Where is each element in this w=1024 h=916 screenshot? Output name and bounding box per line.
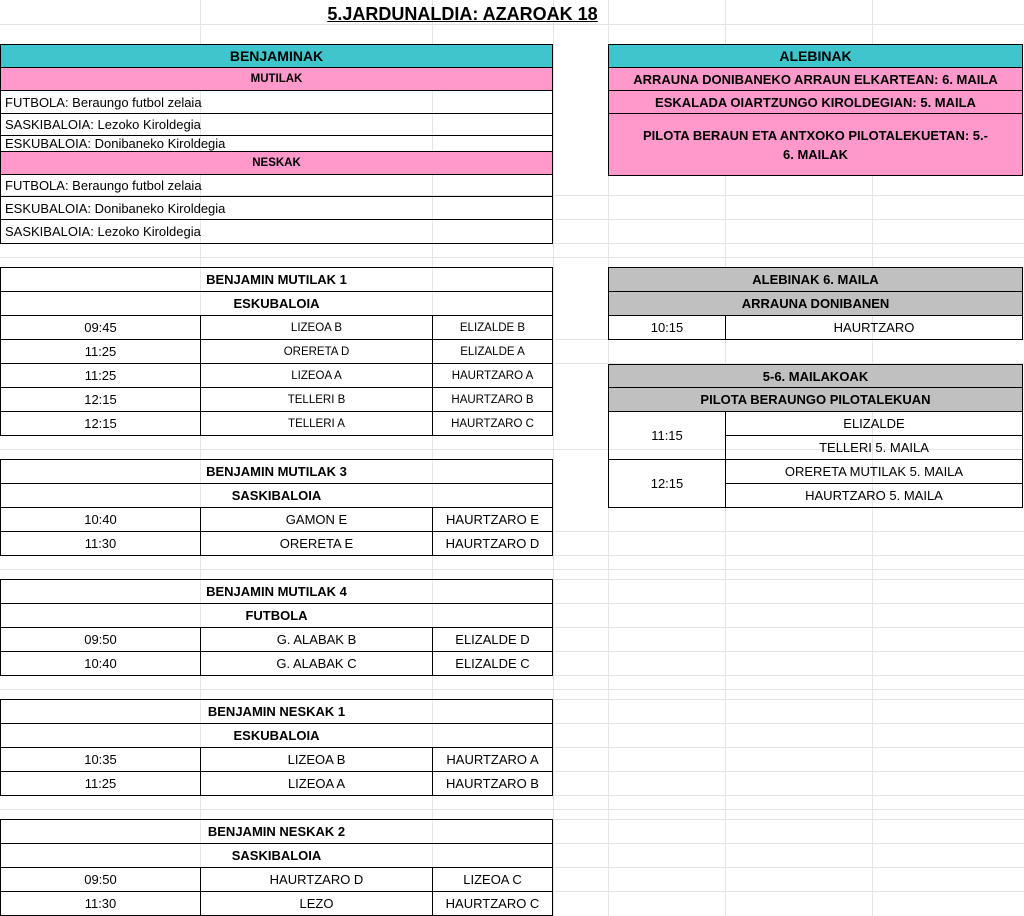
match-time: 12:15 xyxy=(0,388,201,412)
alebinak-item-3: PILOTA BERAUN ETA ANTXOKO PILOTALEKUETAN: 5.- 6. MAILAK xyxy=(608,114,1023,176)
mutilak-location-2: SASKIBALOIA: Lezoko Kiroldegia xyxy=(0,114,553,136)
match-away: LIZEOA C xyxy=(433,868,553,892)
match-time: 12:15 xyxy=(0,412,201,436)
group-title: BENJAMIN MUTILAK 3 xyxy=(0,459,553,484)
match-time: 11:25 xyxy=(0,772,201,796)
alebinak6-time: 10:15 xyxy=(608,316,726,340)
match-home: G. ALABAK B xyxy=(201,628,433,652)
mutilak-label: MUTILAK xyxy=(0,68,553,91)
neskak-location-3: SASKIBALOIA: Lezoko Kiroldegia xyxy=(0,220,553,244)
match-time: 09:45 xyxy=(0,316,201,340)
group-sport: ESKUBALOIA xyxy=(0,724,553,748)
group-title: BENJAMIN NESKAK 1 xyxy=(0,699,553,724)
slot-time: 12:15 xyxy=(608,460,726,508)
match-time: 11:30 xyxy=(0,892,201,916)
match-away: ELIZALDE A xyxy=(433,340,553,364)
mailakoak-title: 5-6. MAILAKOAK xyxy=(608,364,1023,388)
neskak-location-2: ESKUBALOIA: Donibaneko Kiroldegia xyxy=(0,197,553,220)
match-home: LIZEOA A xyxy=(201,772,433,796)
slot-time: 11:15 xyxy=(608,412,726,460)
match-away: HAURTZARO C xyxy=(433,412,553,436)
match-time: 10:35 xyxy=(0,748,201,772)
slot-team: ELIZALDE xyxy=(726,412,1023,436)
match-away: HAURTZARO D xyxy=(433,532,553,556)
neskak-location-1: FUTBOLA: Beraungo futbol zelaia xyxy=(0,175,553,197)
match-away: HAURTZARO B xyxy=(433,772,553,796)
match-home: TELLERI B xyxy=(201,388,433,412)
alebinak-item-1: ARRAUNA DONIBANEKO ARRAUN ELKARTEAN: 6. MAILA xyxy=(608,68,1023,91)
match-away: ELIZALDE C xyxy=(433,652,553,676)
match-time: 11:25 xyxy=(0,364,201,388)
match-away: ELIZALDE B xyxy=(433,316,553,340)
slot-team: HAURTZARO 5. MAILA xyxy=(726,484,1023,508)
match-home: ORERETA E xyxy=(201,532,433,556)
match-away: HAURTZARO C xyxy=(433,892,553,916)
match-home: HAURTZARO D xyxy=(201,868,433,892)
alebinak6-team: HAURTZARO xyxy=(726,316,1023,340)
match-home: ORERETA D xyxy=(201,340,433,364)
match-away: HAURTZARO A xyxy=(433,364,553,388)
match-away: HAURTZARO B xyxy=(433,388,553,412)
mutilak-location-3: ESKUBALOIA: Donibaneko Kiroldegia xyxy=(0,136,553,151)
alebinak6-sport: ARRAUNA DONIBANEN xyxy=(608,292,1023,316)
match-home: G. ALABAK C xyxy=(201,652,433,676)
slot-team: ORERETA MUTILAK 5. MAILA xyxy=(726,460,1023,484)
group-sport: FUTBOLA xyxy=(0,604,553,628)
match-home: LIZEOA B xyxy=(201,748,433,772)
benjaminak-header: BENJAMINAK xyxy=(0,44,553,68)
neskak-label: NESKAK xyxy=(0,151,553,175)
match-time: 10:40 xyxy=(0,652,201,676)
match-time: 11:25 xyxy=(0,340,201,364)
match-away: HAURTZARO A xyxy=(433,748,553,772)
page-title: 5.JARDUNALDIA: AZAROAK 18 xyxy=(327,3,598,24)
match-home: GAMON E xyxy=(201,508,433,532)
group-title: BENJAMIN MUTILAK 4 xyxy=(0,579,553,604)
alebinak-header: ALEBINAK xyxy=(608,44,1023,68)
group-title: BENJAMIN MUTILAK 1 xyxy=(0,267,553,292)
match-home: TELLERI A xyxy=(201,412,433,436)
match-time: 09:50 xyxy=(0,628,201,652)
alebinak6-title: ALEBINAK 6. MAILA xyxy=(608,267,1023,292)
match-home: LEZO xyxy=(201,892,433,916)
group-sport: ESKUBALOIA xyxy=(0,292,553,316)
match-away: HAURTZARO E xyxy=(433,508,553,532)
alebinak-item-2: ESKALADA OIARTZUNGO KIROLDEGIAN: 5. MAILA xyxy=(608,91,1023,114)
group-sport: SASKIBALOIA xyxy=(0,844,553,868)
match-home: LIZEOA B xyxy=(201,316,433,340)
mutilak-location-1: FUTBOLA: Beraungo futbol zelaia xyxy=(0,91,553,114)
match-time: 09:50 xyxy=(0,868,201,892)
slot-team: TELLERI 5. MAILA xyxy=(726,436,1023,460)
match-time: 10:40 xyxy=(0,508,201,532)
mailakoak-sport: PILOTA BERAUNGO PILOTALEKUAN xyxy=(608,388,1023,412)
group-sport: SASKIBALOIA xyxy=(0,484,553,508)
group-title: BENJAMIN NESKAK 2 xyxy=(0,819,553,844)
match-time: 11:30 xyxy=(0,532,201,556)
match-away: ELIZALDE D xyxy=(433,628,553,652)
match-home: LIZEOA A xyxy=(201,364,433,388)
